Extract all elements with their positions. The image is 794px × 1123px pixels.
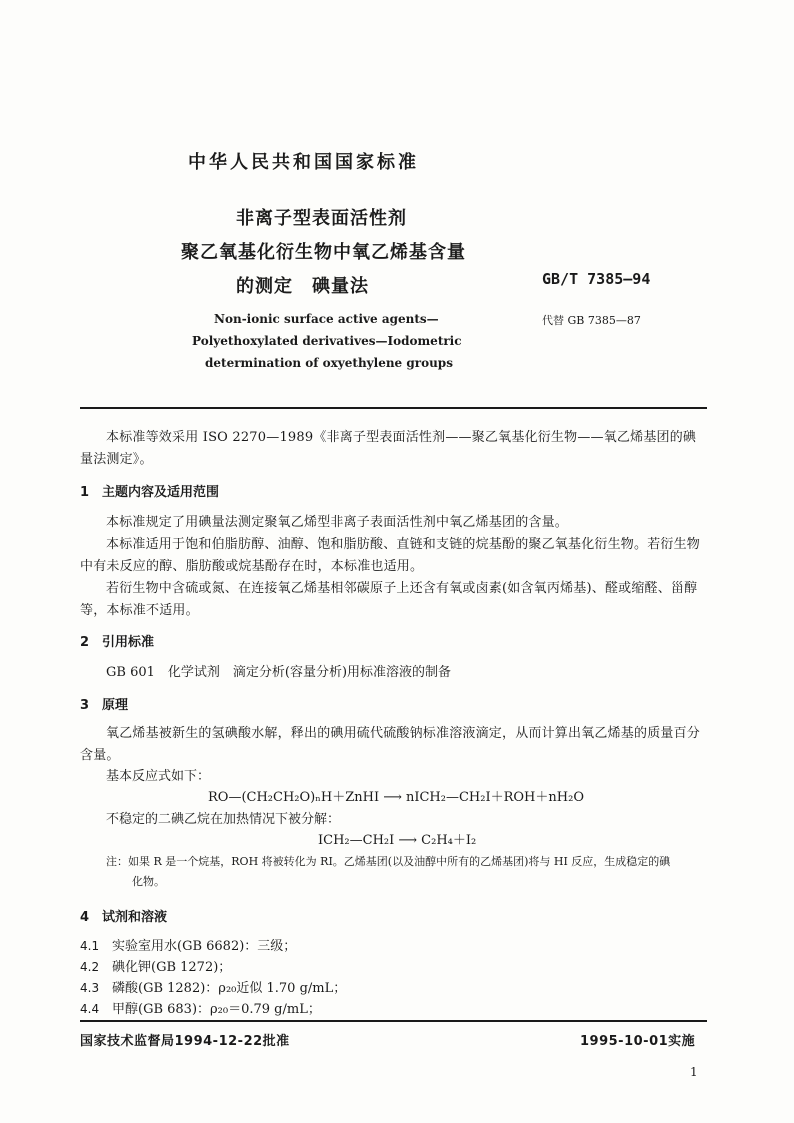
reagent-item-text: 实验室用水(GB 6682)：三级； bbox=[112, 939, 297, 954]
section-4-heading bbox=[80, 906, 167, 925]
section-2-number: 2 bbox=[80, 635, 90, 650]
title-cn-line-2: 聚乙氧基化衍生物中氧乙烯基含量 bbox=[181, 242, 466, 263]
reagent-item-text: 甲醇(GB 683)：ρ₂₀＝0.79 g/mL； bbox=[112, 1002, 321, 1017]
section-1-title: 主题内容及适用范围 bbox=[102, 485, 220, 500]
approval-date: 国家技术监督局1994-12-22批准 bbox=[80, 1034, 290, 1049]
section-1-number: 1 bbox=[80, 485, 90, 500]
page-number: 1 bbox=[690, 1065, 698, 1079]
note-line-2: 化物。 bbox=[132, 875, 165, 888]
replaces-standard: 代替 GB 7385—87 bbox=[542, 314, 641, 327]
reagent-item-text: 碘化钾(GB 1272)； bbox=[112, 960, 232, 975]
section-4-number: 4 bbox=[80, 910, 90, 925]
reference-standard: GB 601 化学试剂 滴定分析(容量分析)用标准溶液的制备 bbox=[106, 665, 452, 680]
standard-number: GB/T 7385—94 bbox=[542, 270, 651, 288]
title-en-line-1: Non-ionic surface active agents— bbox=[214, 312, 439, 326]
section-1-heading bbox=[80, 481, 219, 500]
reagent-item bbox=[80, 977, 346, 996]
reagent-item bbox=[80, 935, 296, 954]
reagent-item bbox=[80, 956, 231, 975]
reagent-item-number: 4.2 bbox=[80, 960, 100, 974]
effective-date: 1995-10-01实施 bbox=[580, 1034, 696, 1049]
intro-paragraph: 本标准等效采用 ISO 2270—1989《非离子型表面活性剂——聚乙氧基化衍生物——氧乙烯基团的碘量法测定》。 bbox=[80, 430, 697, 467]
section-4-title: 试剂和溶液 bbox=[102, 910, 168, 925]
section-2-title: 引用标准 bbox=[102, 635, 155, 650]
reaction-equation-1: RO—(CH₂CH₂O)ₙH＋ZnHI ⟶ nICH₂—CH₂I＋ROH＋nH₂O bbox=[208, 790, 584, 805]
reagent-item bbox=[80, 998, 321, 1017]
footer-divider bbox=[80, 1020, 707, 1022]
section-1-para-3: 若衍生物中含硫或氮、在连接氧乙烯基相邻碳原子上还含有氧或卤素(如含氧丙烯基)、醛或缩醛、甾醇等，本标准不适用。 bbox=[80, 581, 698, 618]
title-cn-line-3: 的测定 碘量法 bbox=[236, 276, 369, 297]
reaction-label: 基本反应式如下： bbox=[106, 769, 211, 784]
reaction-equation-2: ICH₂—CH₂I ⟶ C₂H₄＋I₂ bbox=[318, 833, 477, 848]
header-divider bbox=[80, 407, 707, 409]
title-en-line-2: Polyethoxylated derivatives—Iodometric bbox=[192, 334, 462, 348]
national-standard-heading: 中华人民共和国国家标准 bbox=[188, 152, 419, 173]
section-3-number: 3 bbox=[80, 698, 90, 713]
reagent-item-number: 4.3 bbox=[80, 981, 100, 995]
reagent-item-text: 磷酸(GB 1282)：ρ₂₀近似 1.70 g/mL； bbox=[112, 981, 347, 996]
section-3-title: 原理 bbox=[102, 698, 129, 713]
section-3-heading bbox=[80, 694, 128, 713]
section-1-para-1: 本标准规定了用碘量法测定聚氧乙烯型非离子表面活性剂中氧乙烯基团的含量。 bbox=[106, 515, 569, 530]
title-en-line-3: determination of oxyethylene groups bbox=[205, 356, 453, 370]
reagent-item-number: 4.4 bbox=[80, 1002, 100, 1016]
unstable-label: 不稳定的二碘乙烷在加热情况下被分解： bbox=[106, 812, 341, 827]
principle-paragraph: 氧乙烯基被新生的氢碘酸水解，释出的碘用硫代硫酸钠标准溶液滴定，从而计算出氧乙烯基的质量百分含量。 bbox=[80, 726, 701, 763]
section-2-heading bbox=[80, 631, 154, 650]
title-cn-line-1: 非离子型表面活性剂 bbox=[236, 208, 407, 229]
note-line-1: 注：如果 R 是一个烷基，ROH 将被转化为 RI。乙烯基团(以及油醇中所有的乙烯基团)将与 HI 反应，生成稳定的碘 bbox=[106, 855, 671, 868]
section-1-para-2: 本标准适用于饱和伯脂肪醇、油醇、饱和脂肪酸、直链和支链的烷基酚的聚乙氧基化衍生物。若衍生物中有未反应的醇、脂肪酸或烷基酚存在时，本标准也适用。 bbox=[80, 537, 701, 574]
reagent-item-number: 4.1 bbox=[80, 939, 100, 953]
